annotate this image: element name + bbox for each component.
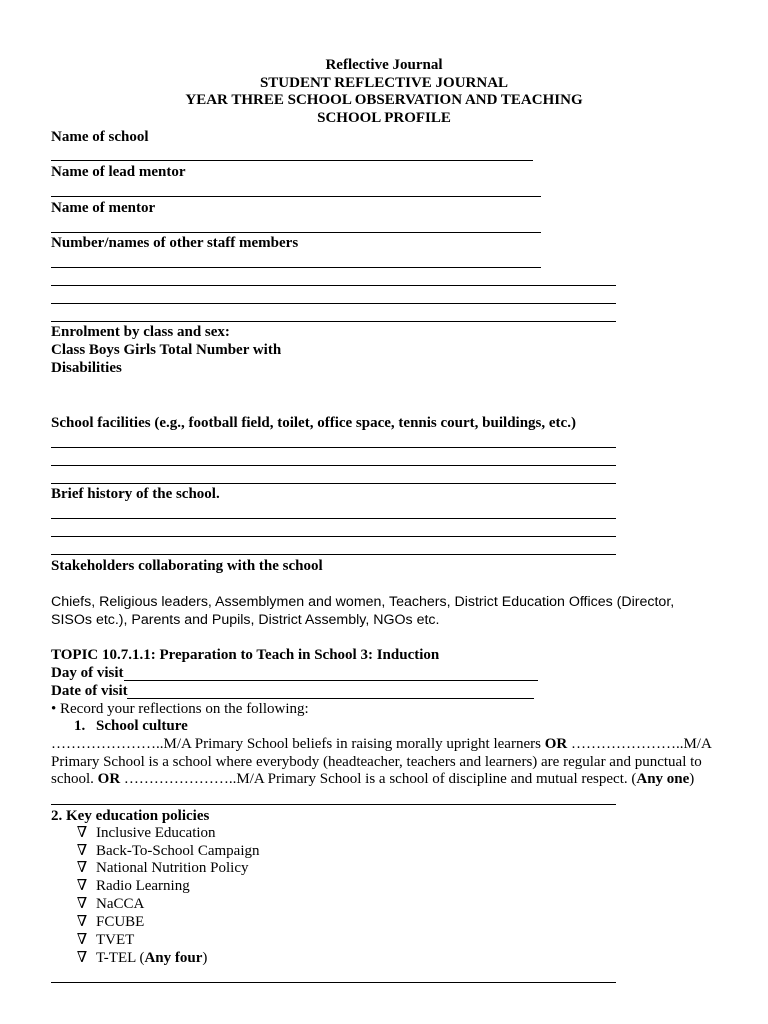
label-name-of-school: Name of school [51,129,149,145]
label-facilities: School facilities (e.g., football field, toilet, office space, tennis court, buildings, etc.) [51,415,576,431]
policy-item: FCUBE [96,914,145,930]
record-instruction: • Record your reflections on the following: [51,701,309,717]
triangle-bullet-icon: ∇ [76,860,88,876]
label-mentor: Name of mentor [51,200,156,216]
topic-title: TOPIC 10.7.1.1: Preparation to Teach in School 3: Induction [51,647,440,663]
policy-item-text: T-TEL ( [96,950,145,966]
policy-item: Radio Learning [96,878,190,894]
fill-line[interactable] [51,196,541,197]
triangle-bullet-icon: ∇ [76,896,88,912]
fill-line[interactable] [51,447,616,448]
school-culture-text [51,736,719,789]
any-four-keyword: Any four [144,950,203,966]
label-stakeholders: Stakeholders collaborating with the school [51,558,323,574]
fill-line[interactable] [51,982,616,983]
triangle-bullet-icon: ∇ [76,825,88,841]
policies-title: 2. Key education policies [51,808,210,824]
fill-line[interactable] [124,680,538,681]
label-lead-mentor: Name of lead mentor [51,164,186,180]
policy-item-text: ) [202,950,208,966]
fill-line[interactable] [51,285,616,286]
label-other-staff: Number/names of other staff members [51,235,299,251]
fill-line[interactable] [51,554,616,555]
triangle-bullet-icon: ∇ [76,932,88,948]
fill-line[interactable] [51,267,541,268]
culture-part: …………………..M/A Primary School is a school of discipline and mutual respect. ( [120,771,637,788]
culture-part: ) [689,771,695,788]
item-number: 1. [74,718,86,734]
policy-item: Inclusive Education [96,825,216,841]
culture-part: …………………..M/A Primary School beliefs in raising morally upright learners [51,736,545,752]
section-title-school-profile: SCHOOL PROFILE [317,110,451,126]
label-day-of-visit: Day of visit [51,665,124,681]
label-history: Brief history of the school. [51,486,220,502]
fill-line[interactable] [51,321,616,322]
fill-line[interactable] [51,465,616,466]
fill-line[interactable] [51,303,616,304]
label-enrolment: Enrolment by class and sex: [51,324,230,340]
fill-line[interactable] [51,536,616,537]
triangle-bullet-icon: ∇ [76,950,88,966]
doc-subtitle-2: YEAR THREE SCHOOL OBSERVATION AND TEACHING [185,92,583,108]
fill-line[interactable] [51,232,541,233]
policy-item: Back-To-School Campaign [96,843,260,859]
label-date-of-visit: Date of visit [51,683,128,699]
triangle-bullet-icon: ∇ [76,843,88,859]
fill-line[interactable] [51,804,616,805]
triangle-bullet-icon: ∇ [76,914,88,930]
policy-item: National Nutrition Policy [96,860,249,876]
policy-item: TVET [96,932,135,948]
triangle-bullet-icon: ∇ [76,878,88,894]
policy-item: NaCCA [96,896,145,912]
item-school-culture: School culture [96,718,188,734]
stakeholders-text: Chiefs, Religious leaders, Assemblymen and women, Teachers, District Education Offices (Director, SISOs etc.), Parents and Pupils, District Assembly, NGOs etc. [51,594,675,628]
culture-part: …………………..M/A Primary School is a school where everybody (headteacher, teachers and learners) are regular and punctual to school. [51,736,711,788]
any-one-keyword: Any one [636,771,690,788]
policy-item [96,950,207,968]
fill-line[interactable] [51,483,616,484]
doc-subtitle: STUDENT REFLECTIVE JOURNAL [259,75,509,91]
or-keyword: OR [544,736,568,752]
fill-line[interactable] [51,160,533,161]
doc-title: Reflective Journal [325,57,443,73]
fill-line[interactable] [51,518,616,519]
fill-line[interactable] [127,698,534,699]
label-enrolment-columns: Class Boys Girls Total Number with [51,342,282,358]
or-keyword: OR [97,771,121,788]
label-enrolment-columns-2: Disabilities [51,360,122,376]
